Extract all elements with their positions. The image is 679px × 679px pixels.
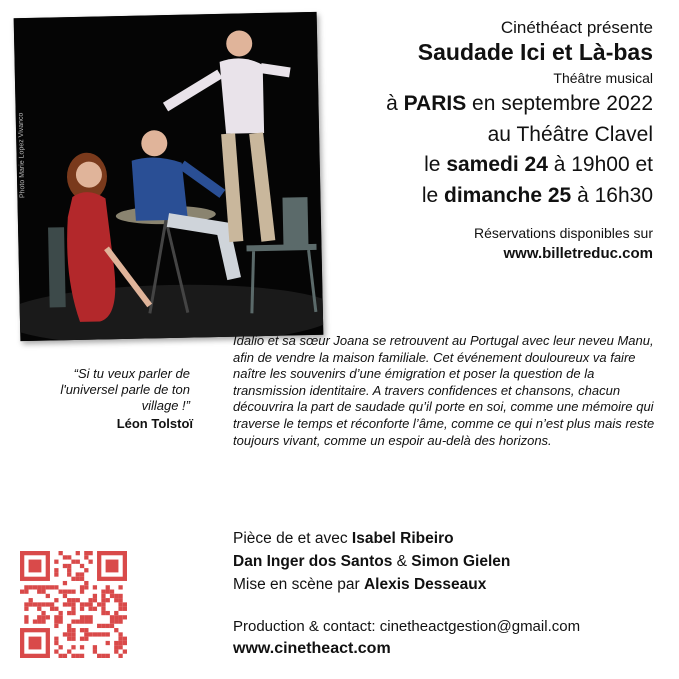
credits-line-2: Dan Inger dos Santos & Simon Gielen bbox=[233, 553, 511, 570]
quote-text: “Si tu veux parler de l'universel parle de ton village !” bbox=[60, 366, 190, 413]
city: PARIS bbox=[403, 92, 467, 115]
genre: Théâtre musical bbox=[553, 70, 653, 86]
location-line: à PARIS en septembre 2022 bbox=[386, 92, 653, 115]
qr-code[interactable] bbox=[20, 551, 127, 658]
credits-line-1: Pièce de et avec Isabel Ribeiro bbox=[233, 530, 454, 547]
photo-credit: Photo Marie Lopez Vivanco bbox=[17, 112, 27, 199]
date-line-2: le dimanche 25 à 16h30 bbox=[421, 184, 653, 207]
quote-author: Léon Tolstoï bbox=[116, 416, 193, 431]
contact-line[interactable]: Production & contact: cinetheactgestion@gmail.com bbox=[233, 618, 581, 635]
credits-line-3: Mise en scène par Alexis Desseaux bbox=[233, 576, 487, 593]
page-title: Saudade Ici et Là-bas bbox=[417, 39, 653, 65]
reservation-link[interactable]: www.billetreduc.com bbox=[503, 245, 653, 262]
venue-line: au Théâtre Clavel bbox=[487, 123, 653, 146]
presenter: Cinéthéact présente bbox=[500, 18, 653, 37]
stage-scene-illustration bbox=[14, 12, 324, 341]
date-line-1: le samedi 24 à 19h00 et bbox=[424, 153, 653, 176]
synopsis: Idalio et sa sœur Joana se retrouvent au Portugal avec leur neveu Manu, afin de vendre la maison familiale. Cet événement douloureux va faire naître les souvenirs d’une émigration et poser la question de la transmission identitaire. A travers confidences et chansons, chacun découvrira la part de saudade qu’il porte en soi, comme une mémoire qui traverse le temps et réconforte l’âme, comme ce qui n’est plus mais reste toujours vivant, comme un espoir au-delà des horizons. bbox=[233, 333, 655, 448]
website-link[interactable]: www.cinetheact.com bbox=[233, 640, 391, 657]
show-photo bbox=[14, 12, 324, 341]
reservation-text: Réservations disponibles sur bbox=[474, 225, 653, 241]
